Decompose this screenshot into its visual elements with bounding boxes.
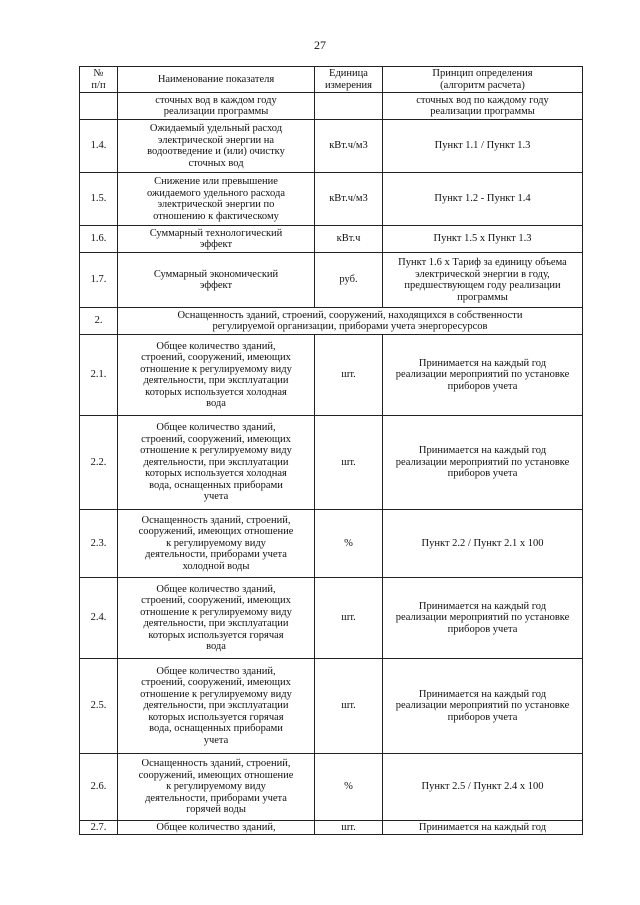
section-title [118,308,583,335]
row-rule [383,416,583,510]
cell-text: сточных вод в каждом году реализации программы [155,94,277,117]
row-rule [383,226,583,253]
row-rule [383,510,583,578]
row-number: 1.4. [80,120,118,173]
row-unit: шт. [315,416,383,510]
row-unit: кВт.ч/м3 [315,173,383,226]
table-row [80,253,583,308]
table-row [80,821,583,835]
row-number: 2.4. [80,578,118,659]
cell-text: Общее количество зданий, строений, сооружений, имеющих отношение к регулируемому виду деятельности, при эксплуатации которых используется холодная вода, оснащенных приборами учета [140,422,292,503]
cell-text: Снижение или превышение ожидаемого удельного расхода электрической энергии по отношению к фактическому [147,176,285,222]
header-unit [315,67,383,93]
section-row [80,308,583,335]
row-number: 2.6. [80,754,118,821]
row-name [118,510,315,578]
cell-text: Наименование показателя [157,73,275,85]
indicators-table [79,66,583,835]
row-rule [383,754,583,821]
table-header-row [80,67,583,93]
cell-text: Общее количество зданий, строений, сооружений, имеющих отношение к регулируемому виду деятельности, при эксплуатации которых используется холодная вода [140,340,292,409]
row-number: 1.7. [80,253,118,308]
row-rule [383,821,583,835]
row-name [118,821,315,835]
cell-text: Суммарный экономический эффект [153,268,279,291]
cell-text: Принимается на каждый год [418,821,547,833]
cell-text: Пункт 2.2 / Пункт 2.1 х 100 [421,537,544,549]
row-number [80,93,118,120]
table-row [80,416,583,510]
row-name [118,754,315,821]
row-unit: шт. [315,335,383,416]
row-number: 2.1. [80,335,118,416]
row-rule [383,120,583,173]
row-number: 2.2. [80,416,118,510]
row-unit: кВт.ч/м3 [315,120,383,173]
row-rule [383,93,583,120]
row-name [118,253,315,308]
row-name [118,173,315,226]
row-rule [383,335,583,416]
table-row [80,335,583,416]
cell-text: Принимается на каждый год реализации мероприятий по установке приборов учета [395,688,570,723]
header-number [80,67,118,93]
row-unit: кВт.ч [315,226,383,253]
cell-text: Принцип определения (алгоритм расчета) [432,68,533,91]
row-number: 2.5. [80,659,118,754]
row-name [118,659,315,754]
cell-text: № п/п [91,68,106,91]
row-number: 2. [80,308,118,335]
row-number: 2.7. [80,821,118,835]
table-row [80,510,583,578]
header-indicator-name [118,67,315,93]
table-row [80,93,583,120]
row-name [118,335,315,416]
row-rule [383,253,583,308]
row-unit: руб. [315,253,383,308]
cell-text: Пункт 1.5 х Пункт 1.3 [433,233,532,245]
row-unit: шт. [315,659,383,754]
row-number: 1.6. [80,226,118,253]
row-unit: шт. [315,578,383,659]
row-rule [383,659,583,754]
cell-text: Общее количество зданий, [156,821,276,833]
row-rule [383,578,583,659]
cell-text: сточных вод по каждому году реализации программы [416,94,549,117]
cell-text: Пункт 1.1 / Пункт 1.3 [434,140,531,152]
cell-text: Оснащенность зданий, строений, сооружений, имеющих отношение к регулируемому виду деятельности, приборами учета горячей воды [138,758,294,816]
cell-text: Принимается на каждый год реализации мероприятий по установке приборов учета [395,445,570,480]
table-row [80,754,583,821]
table-row [80,120,583,173]
cell-text: Пункт 1.2 - Пункт 1.4 [434,193,531,205]
cell-text: Единица измерения [325,68,372,91]
page-number: 27 [314,38,326,52]
cell-text: Принимается на каждый год реализации мероприятий по установке приборов учета [395,600,570,635]
row-name [118,120,315,173]
cell-text: Принимается на каждый год реализации мероприятий по установке приборов учета [395,357,570,392]
row-unit [315,93,383,120]
table-row [80,659,583,754]
table-row [80,173,583,226]
cell-text: Пункт 2.5 / Пункт 2.4 х 100 [421,781,544,793]
row-name [118,578,315,659]
row-number: 1.5. [80,173,118,226]
row-unit: % [315,754,383,821]
cell-text: Пункт 1.6 х Тариф за единицу объема электрической энергии в году, предшествующем году реализации программы [398,257,567,303]
row-unit: шт. [315,821,383,835]
row-name [118,93,315,120]
row-number: 2.3. [80,510,118,578]
row-name [118,226,315,253]
table-row [80,578,583,659]
row-unit: % [315,510,383,578]
cell-text: Оснащенность зданий, строений, сооружений, имеющих отношение к регулируемому виду деятельности, приборами учета холодной воды [138,514,294,572]
table-row [80,226,583,253]
cell-text: Суммарный технологический эффект [149,227,283,250]
cell-text: Общее количество зданий, строений, сооружений, имеющих отношение к регулируемому виду деятельности, при эксплуатации которых используется горячая вода [140,583,292,652]
row-rule [383,173,583,226]
cell-text: Ожидаемый удельный расход электрической энергии на водоотведение и (или) очистку сточных вод [147,123,285,169]
cell-text: Оснащенность зданий, строений, сооружений, находящихся в собственности регулируемой организации, приборами учета энергоресурсов [177,309,523,332]
cell-text: Общее количество зданий, строений, сооружений, имеющих отношение к регулируемому виду деятельности, при эксплуатации которых используется горячая вода, оснащенных приборами учета [140,665,292,746]
row-name [118,416,315,510]
header-calculation-rule [383,67,583,93]
